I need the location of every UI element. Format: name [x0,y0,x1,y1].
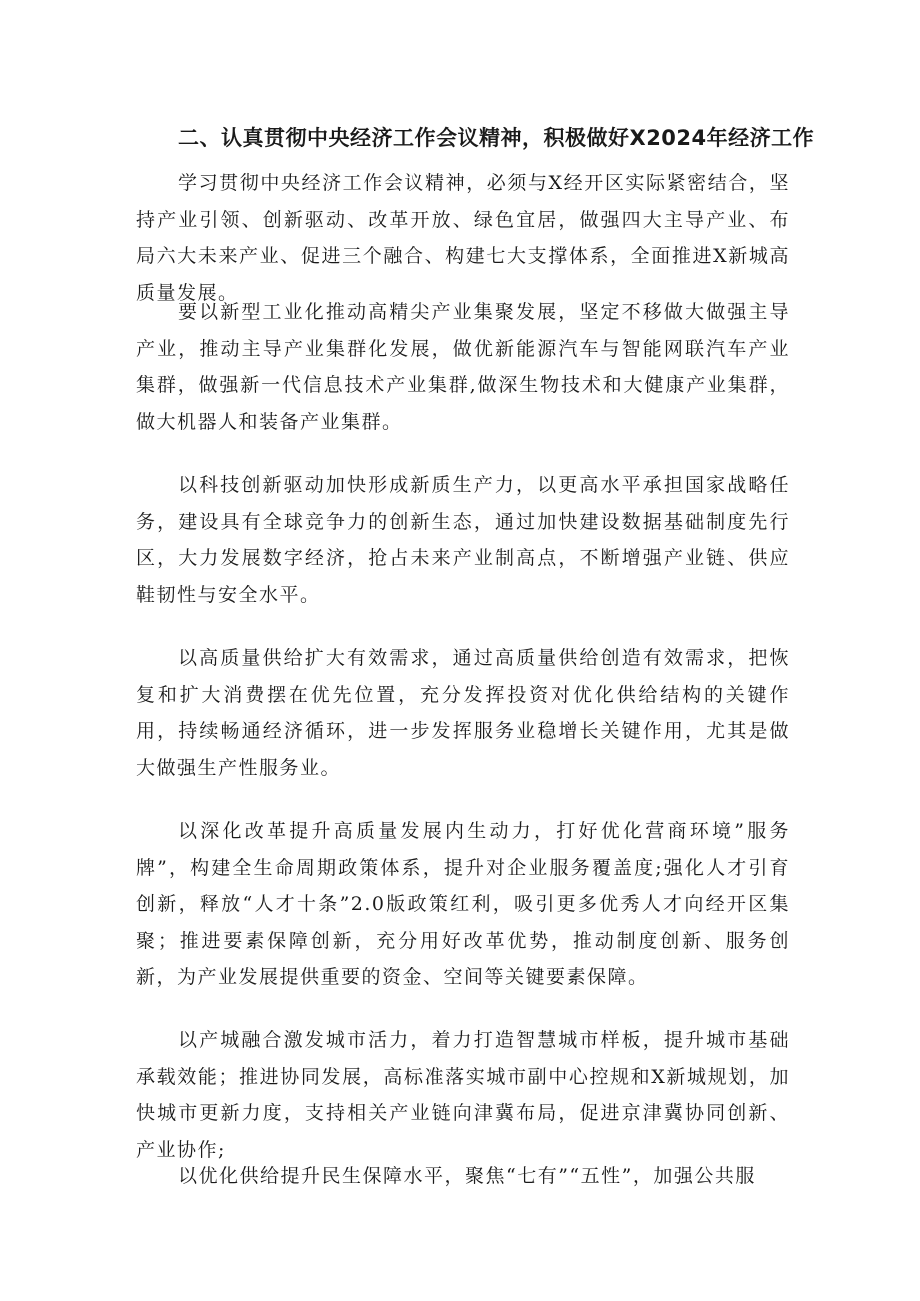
paragraph-intro: 学习贯彻中央经济工作会议精神，必须与X经开区实际紧密结合，坚持产业引领、创新驱动、改革开放、绿色宜居，做强四大主导产业、布局六大未来产业、促进三个融合、构建七大支撑体系，全面推进X新城高质量发展。 [136,172,790,304]
paragraph-demand: 以高质量供给扩大有效需求，通过高质量供给创造有效需求，把恢复和扩大消费摆在优先位置，充分发挥投资对优化供给结构的关键作用，持续畅通经济循环，进一步发挥服务业稳增长关键作用，尤其是做大做强生产性服务业。 [136,647,790,779]
paragraph-industrialization: 要以新型工业化推动高精尖产业集聚发展，坚定不移做大做强主导产业，推动主导产业集群化发展，做优新能源汽车与智能网联汽车产业集群，做强新一代信息技术产业集群,做深生物技术和大健康产业集群，做大机器人和装备产业集群。 [136,301,790,433]
paragraph-innovation: 以科技创新驱动加快形成新质生产力，以更高水平承担国家战略任务，建设具有全球竞争力的创新生态，通过加快建设数据基础制度先行区，大力发展数字经济，抢占未来产业制高点，不断增强产业链、供应鞋韧性与安全水平。 [136,474,790,606]
paragraph-livelihood: 以优化供给提升民生保障水平，聚焦“七有”“五性”，加强公共服 [178,1165,756,1187]
section-heading: 二、认真贯彻中央经济工作会议精神，积极做好X2024年经济工作 [178,126,815,150]
paragraph-city-integration: 以产城融合激发城市活力，着力打造智慧城市样板，提升城市基础承载效能；推进协同发展，高标准落实城市副中心控规和X新城规划，加快城市更新力度，支持相关产业链向津冀布局，促进京津冀协同创新、产业协作; [136,1029,790,1161]
paragraph-reform: 以深化改革提升高质量发展内生动力，打好优化营商环境”服务牌”，构建全生命周期政策体系，提升对企业服务覆盖度;强化人才引育创新，释放“人才十条”2.0版政策红利，吸引更多优秀人才向经开区集聚；推进要素保障创新，充分用好改革优势，推动制度创新、服务创新，为产业发展提供重要的资金、空间等关键要素保障。 [136,820,790,988]
